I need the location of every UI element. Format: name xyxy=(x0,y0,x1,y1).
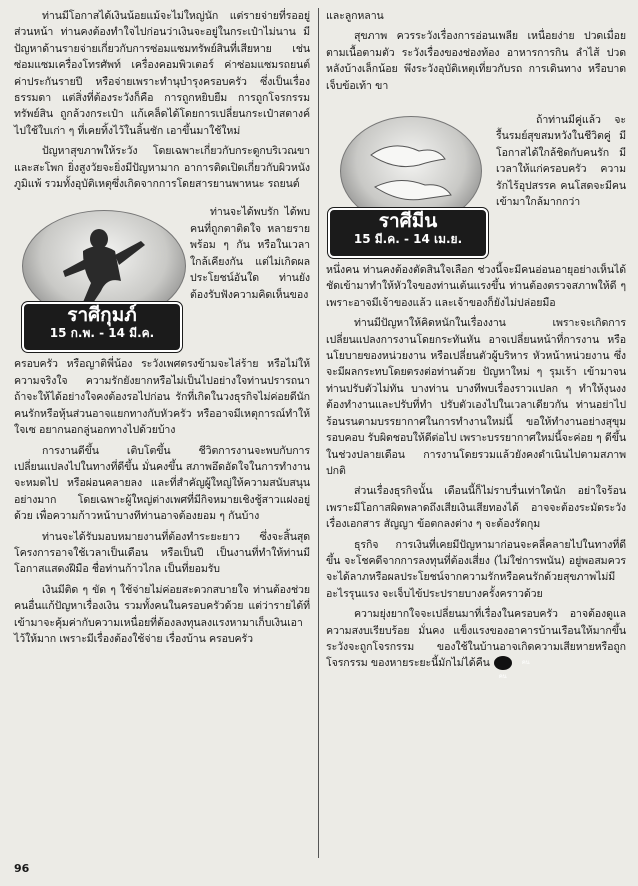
right-column xyxy=(326,8,626,681)
health-paragraph-right: สุขภาพ ควรระวังเรื่องการอ่อนเพลีย เหนื่อยง่าย ปวดเมื่อยตามเนื้อตามตัว ระวังเรื่องของช่องท้อง อาหารการกิน ลำไส้ ปวดหลังบ้างเล็กน้อย พึงระวังอุบัติเหตุเที่ยวกับรถ การเดินทาง หรือบาดเจ็บข้อเท้า ขา xyxy=(326,30,626,92)
family-paragraph xyxy=(326,606,626,681)
aquarius-badge xyxy=(22,302,182,352)
finance-paragraph: ท่านมีโอกาสได้เงินน้อยแม้จะไม่ใหญ่นัก แต่รายจ่ายที่รออยู่ส่วนหน้า ท่านคงต้องทำใจไปก่อนว่าเงินจะอยู่ในกระเป๋าไม่นาน มีปัญหาด้านรายจ่ายเกี่ยวกับการซ่อมแซมทรัพย์สินที่เสียหาย เช่น ซ่อมแซมเครื่องโทรศัพท์ เครื่องคอมพิวเตอร์ ค่าซ่อมแซมรถยนต์ ค่าประกันรายปี หรือจ่ายเพราะทำนุบำรุงครอบครัว ซึ่งเป็นเรื่องธรรมดา แต่สิ่งที่ต้องระวังก็คือ การถูกหยิบยืม การถูกโจรกรรมทรัพย์สิน ถูกล้วงกระเป๋า แก้เคล็ดได้โดยการเปลี่ยนกระเป๋าสตางค์ไปใช้ใบเก่า ๆ ที่เคยทิ้งไว้ในลิ้นชัก เอาขึ้นมาใช้ใหม่ xyxy=(14,10,310,137)
pisces-badge xyxy=(328,208,488,258)
work-paragraph: การงานดีขึ้น เติบโตขึ้น ชีวิตการงานจะพบกับการเปลี่ยนแปลงไปในทางที่ดีขึ้น มั่นคงขึ้น สภาพอึดอัดใจในการทำงานจะหมดไป หรือผ่อนคลายลง และที่สำคัญผู้ใหญ่ให้ความสนับสนุนอย่างมาก โดยเฉพาะผู้ใหญ่ต่างเพศที่มีกิจหมายเชิงชู้สาวแฝงอยู่ด้วย เพื่อความก้าวหน้าบางทีท่านอาจต้องยอม ๆ กันบ้าง xyxy=(14,444,310,523)
love-paragraph-wrap: ท่านจะได้พบรัก ได้พบคนที่ถูกตาติดใจ หลายรายพร้อม ๆ กัน หรือในเวลาใกล้เคียงกัน แต่ไม่เกิดผลประโยชน์อันใด ท่านยังต้องรับฟังความคิดเห็นของ xyxy=(190,206,310,301)
love-paragraph-right-continued: หนึ่งคน ท่านคงต้องตัดสินใจเลือก ช่วงนี้จะมีคนอ่อนอายุอย่างเห็นได้ชัดเข้ามาทำให้หัวใจของท่านเต้นแรงขึ้น ท่านต้องตรวจสภาพให้ดี ๆ เพราะอาจมีเจ้าของแล้ว และเจ้าของก็ยังไม่ปล่อยมือ xyxy=(326,264,626,309)
love-paragraph-continued: ครอบครัว หรือญาติพี่น้อง ระวังเพศตรงข้ามจะไล่ร้าย หรือไม่ให้ความจริงใจ ความรักยังยากหรือไม่เป็นไปอย่างใจท่านปรารถนา ถ้าจะให้ได้อย่างใจคงต้องรอไปก่อน รักที่เกิดในวงธุรกิจไม่ค่อยดีนัก คนรักหรือหุ้นส่วนอาจแยกทางกับหัวครัว หรืออาจมีเหตุการณ์ทำให้ใจเซ อยากนอกลู่นอกทางไปด้วยบ้าง xyxy=(14,358,310,437)
left-column xyxy=(14,8,310,651)
page-number: 96 xyxy=(14,862,30,875)
pisces-illustration xyxy=(326,112,490,262)
investment-paragraph: ธุรกิจ การเงินที่เคยมีปัญหามาก่อนจะคลี่คลายไปในทางที่ดีขึ้น จะโชคดีจากการลงทุนที่ต้องเสี่ยง (ไม่ใช่การพนัน) อยู่พอสมควร จะได้ลาภหรือผลประโยชน์จากความรักหรือคนรักด้วยสุขภาพไม่มีอะไรรุนแรง จะเจ็บไข้ประปรายบางครั้งคราวด้วย xyxy=(326,538,626,600)
pisces-dates: 15 มี.ค. - 14 เม.ย. xyxy=(353,232,463,247)
love-paragraph-right-wrap: ถ้าท่านมีคู่แล้ว จะรื้นรมย์สุขสมหวังในชีวิตคู่ มีโอกาสได้ใกล้ชิดกับคนรัก มีเวลาให้แก่ครอบครัว ความรักไร้อุปสรรค คนโสดจะมีคนเข้ามาใกล้มากกว่า xyxy=(496,114,626,209)
column-divider xyxy=(318,8,319,858)
health-paragraph: ปัญหาสุขภาพให้ระวัง โดยเฉพาะเกี่ยวกับกระดูกบริเวณขาและสะโพก ยิ่งสูงวัยจะยิ่งมีปัญหามาก อาการติดเปิดเกี่ยวกับผิวหนัง ภูมิแพ้ รวมทั้งอุบัติเหตุซึ่งเกิดจากการโดยสารยานพาหนะ รถยนต์ xyxy=(14,145,310,191)
aquarius-illustration xyxy=(14,204,186,356)
money-paragraph: เงินมีติด ๆ ขัด ๆ ใช้จ่ายไม่ค่อยสะดวกสบายใจ ท่านต้องช่วยคนอื่นแก้ปัญหาเรื่องเงิน รวมทั้งคนในครอบครัวด้วย แต่ว่ารายได้ที่เข้ามาจะคุ้มค่ากับความเหนื่อยที่ต้องลงทุนลงแรงหามาเก็บเงินเอาไว้ให้มาก เพราะมีเรื่องต้องใช้จ่าย เรื่องบ้าน ครอบครัว xyxy=(14,583,310,645)
aquarius-dates: 15 ก.พ. - 14 มี.ค. xyxy=(49,326,155,341)
business-paragraph: ส่วนเรื่องธุรกิจนั้น เดือนนี้ก็ไม่ราบรื่นเท่าใดนัก อย่าใจร้อนเพราะมีโอกาสผิดพลาดถึงเสียเงินเสียทองได้ อาจจะต้องระมัดระวังเรื่องเอกสาร สัญญา ข้อตกลงต่าง ๆ จะต้องรัดกุม xyxy=(326,485,626,531)
work-paragraph-right: ท่านมีปัญหาให้คิดหนักในเรื่องงาน เพราะจะเกิดการเปลี่ยนแปลงการงานโดยกระทันหัน อาจเปลี่ยนหน้าที่การงาน หรือนโยบายของหน่วยงาน หรือเปลี่ยนตัวผู้บริหาร หัวหน้าหน่วยงาน ซึ่งจะมีผลกระทบโดยตรงต่อท่านด้วย ปัญหาใหม่ ๆ รุมเร้า เข้ามาจนท่านปรับตัวไม่ทัน บางท่าน บางทีพบเรื่องราวแปลก ๆ ทำให้งุนงง ต้องทำงานและปรับที่ทำ ปรับตัวเองไปในเวลาเดียวกัน ท่านอย่าไปร้อนรนตามบรรยากาศในการทำงานใหม่นี้ ขอให้ทำงานอย่างสุขุม รอบคอบ รับผิดชอบให้ดีต่อไป เพราะบรรยากาศใหม่นี้จะค่อย ๆ ดีขึ้นในช่วงปลายเดือน การงานโดยรวมแล้วยังคงดำเนินไปตามสภาพปกติ xyxy=(326,317,626,477)
family-paragraph-text: ความยุ่งยากใจจะเปลี่ยนมาที่เรื่องในครอบครัว อาจต้องดูแลความสงบเรียบร้อย มั่นคง แข็งแรงของอาคารบ้านเรือนให้มากขึ้น ระวังจะถูกโจรกรรม ของใช้ในบ้านอาจเกิดความเสียหายหรือถูกโจรกรรม ของหายระยะนี้มักไม่ได้คืน xyxy=(326,608,626,670)
continuation-line: และลูกหลาน xyxy=(326,10,384,22)
end-mark-icon: คน คน xyxy=(494,656,512,670)
assignment-paragraph: ท่านจะได้รับมอบหมายงานที่ต้องทำระยะยาว ซึ่งจะสิ้นสุดโครงการอาจใช้เวลาเป็นเดือน หรือเป็นปี เป็นงานที่ทำให้ท่านมีโอกาสแสดงฝีมือ ชื่อท่านก้าวไกล เป็นที่ยอมรับ xyxy=(14,530,310,576)
aquarius-sign-name: ราศีกุมภ์ xyxy=(67,304,137,327)
pisces-sign-name: ราศีมีน xyxy=(378,210,438,233)
